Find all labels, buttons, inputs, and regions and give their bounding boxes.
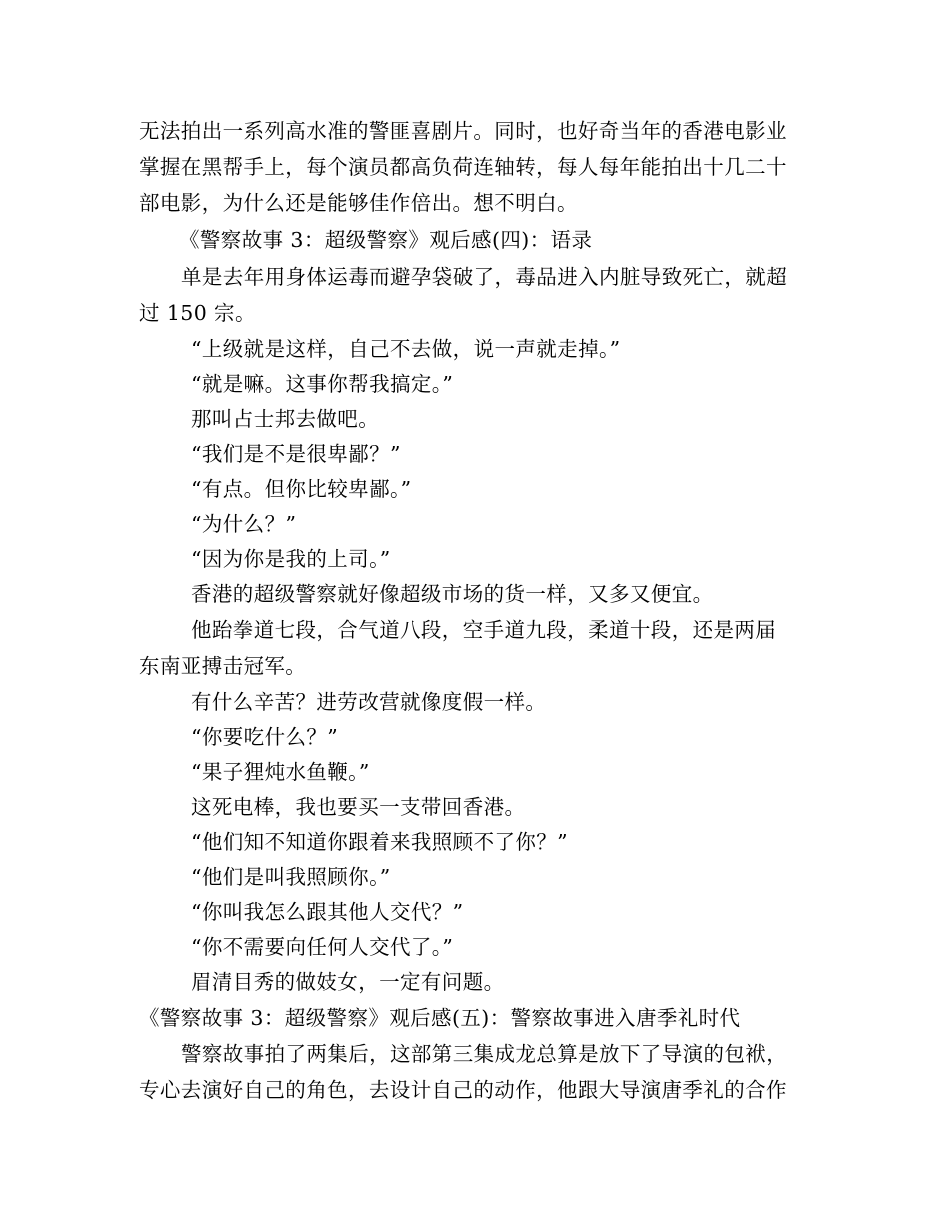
- text-line: 东南亚搏击冠军。: [139, 654, 307, 678]
- text-line: 眉清目秀的做妓女，一定有问题。: [191, 970, 505, 994]
- text-line: 单是去年用身体运毒而避孕袋破了，毒品进入内脏导致死亡，就超: [181, 265, 788, 289]
- text-line: 警察故事拍了两集后，这部第三集成龙总算是放下了导演的包袱，: [181, 1042, 788, 1066]
- text-line: 无法拍出一系列高水准的警匪喜剧片。同时，也好奇当年的香港电影业: [139, 119, 787, 143]
- text-line: 那叫占士邦去做吧。: [191, 407, 380, 431]
- text-line: 有什么辛苦？进劳改营就像度假一样。: [191, 690, 547, 714]
- quote-line: “他们是叫我照顾你。”: [191, 865, 391, 889]
- quote-line: “你要吃什么？”: [191, 725, 339, 749]
- text-line: 专心去演好自己的角色，去设计自己的动作，他跟大导演唐季礼的合作: [139, 1078, 787, 1102]
- quote-line: “果子狸炖水鱼鞭。”: [191, 760, 370, 784]
- quote-line: “你不需要向任何人交代了。”: [191, 935, 454, 959]
- quote-line: “他们知不知道你跟着来我照顾不了你？”: [191, 830, 569, 854]
- quote-line: “我们是不是很卑鄙？”: [191, 442, 401, 466]
- quote-line: “就是嘛。这事你帮我搞定。”: [191, 372, 454, 396]
- quote-line: “为什么？”: [191, 512, 297, 536]
- text-line: 这死电棒，我也要买一支带回香港。: [191, 795, 526, 819]
- quote-line: “有点。但你比较卑鄙。”: [191, 477, 412, 501]
- quote-line: “因为你是我的上司。”: [191, 547, 391, 571]
- section-heading: 《警察故事 3：超级警察》观后感(四)：语录: [179, 228, 593, 252]
- section-heading: 《警察故事 3：超级警察》观后感(五)：警察故事进入唐季礼时代: [139, 1006, 741, 1030]
- text-line: 过 150 宗。: [139, 301, 256, 325]
- quote-line: “你叫我怎么跟其他人交代？”: [191, 900, 464, 924]
- text-line: 香港的超级警察就好像超级市场的货一样，又多又便宜。: [191, 582, 714, 606]
- quote-line: “上级就是这样，自己不去做，说一声就走掉。”: [191, 337, 621, 361]
- text-line: 掌握在黑帮手上，每个演员都高负荷连轴转，每人每年能拍出十几二十: [139, 155, 787, 179]
- text-line: 他跆拳道七段，合气道八段，空手道九段，柔道十段，还是两届: [191, 618, 777, 642]
- text-line: 部电影，为什么还是能够佳作倍出。想不明白。: [139, 191, 578, 215]
